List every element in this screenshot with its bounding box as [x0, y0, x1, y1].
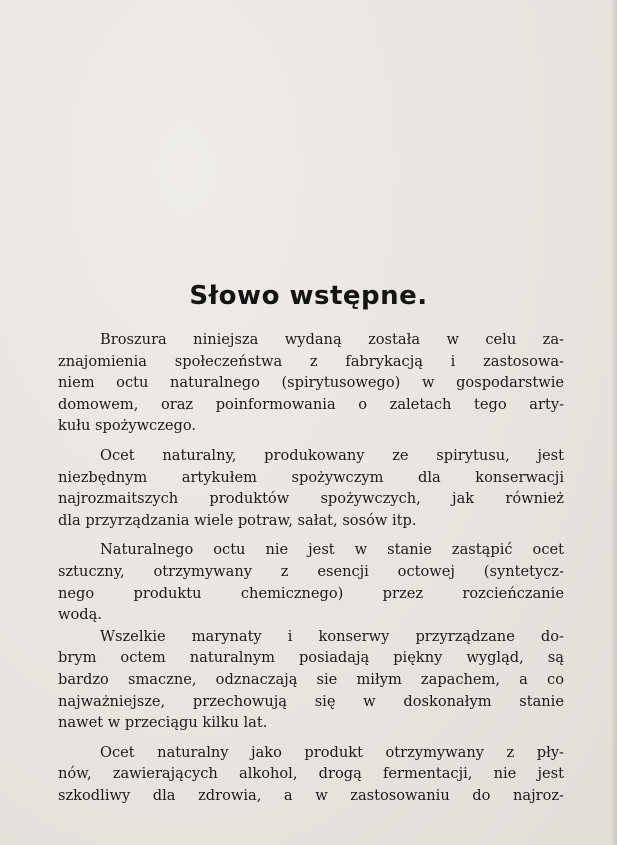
text-line: Ocet naturalny, produkowany ze spirytusu, jest: [100, 446, 564, 464]
text-line: domowem, oraz poinformowania o zaletach tego arty-: [58, 395, 564, 413]
text-line: kułu spożywczego.: [58, 417, 197, 435]
body-text: [58, 329, 564, 806]
paragraph: [58, 742, 564, 807]
paragraph: [58, 445, 564, 531]
text-line: Naturalnego octu nie jest w stanie zastąpić ocet: [100, 541, 564, 559]
text-line: nego produktu chemicznego) przez rozcieńczanie: [58, 584, 564, 602]
text-line: Wszelkie marynaty i konserwy przyrządzane do-: [100, 627, 564, 645]
text-line: Ocet naturalny jako produkt otrzymywany z pły-: [100, 743, 564, 761]
paragraph: [58, 539, 564, 625]
text-line: znajomienia społeczeństwa z fabrykacją i zastosowa-: [58, 352, 564, 370]
text-line: niezbędnym artykułem spożywczym dla konserwacji: [58, 468, 564, 486]
page-title: Słowo wstępne.: [189, 281, 428, 311]
text-line: sztuczny, otrzymywany z esencji octowej (syntetycz-: [58, 562, 564, 580]
text-line: szkodliwy dla zdrowia, a w zastosowaniu do najroz-: [58, 786, 564, 804]
text-line: bardzo smaczne, odznaczają sie miłym zapachem, a co: [58, 670, 564, 688]
text-line: wodą.: [58, 606, 102, 624]
text-line: nawet w przeciągu kilku lat.: [58, 714, 268, 732]
text-line: niem octu naturalnego (spirytusowego) w gospodarstwie: [58, 374, 564, 392]
page-edge-shadow: [611, 0, 617, 845]
text-line: Broszura niniejsza wydaną została w celu za-: [100, 331, 564, 348]
text-line: brym octem naturalnym posiadają piękny wygląd, są: [58, 649, 564, 667]
text-line: nów, zawierających alkohol, drogą fermentacji, nie jest: [58, 765, 564, 783]
text-line: dla przyrządzania wiele potraw, sałat, sosów itp.: [58, 511, 417, 529]
paragraph: [58, 626, 564, 734]
paragraph: [58, 329, 564, 437]
text-line: najważniejsze, przechowują się w doskonałym stanie: [58, 692, 564, 710]
text-line: najrozmaitszych produktów spożywczych, jak również: [58, 490, 564, 508]
